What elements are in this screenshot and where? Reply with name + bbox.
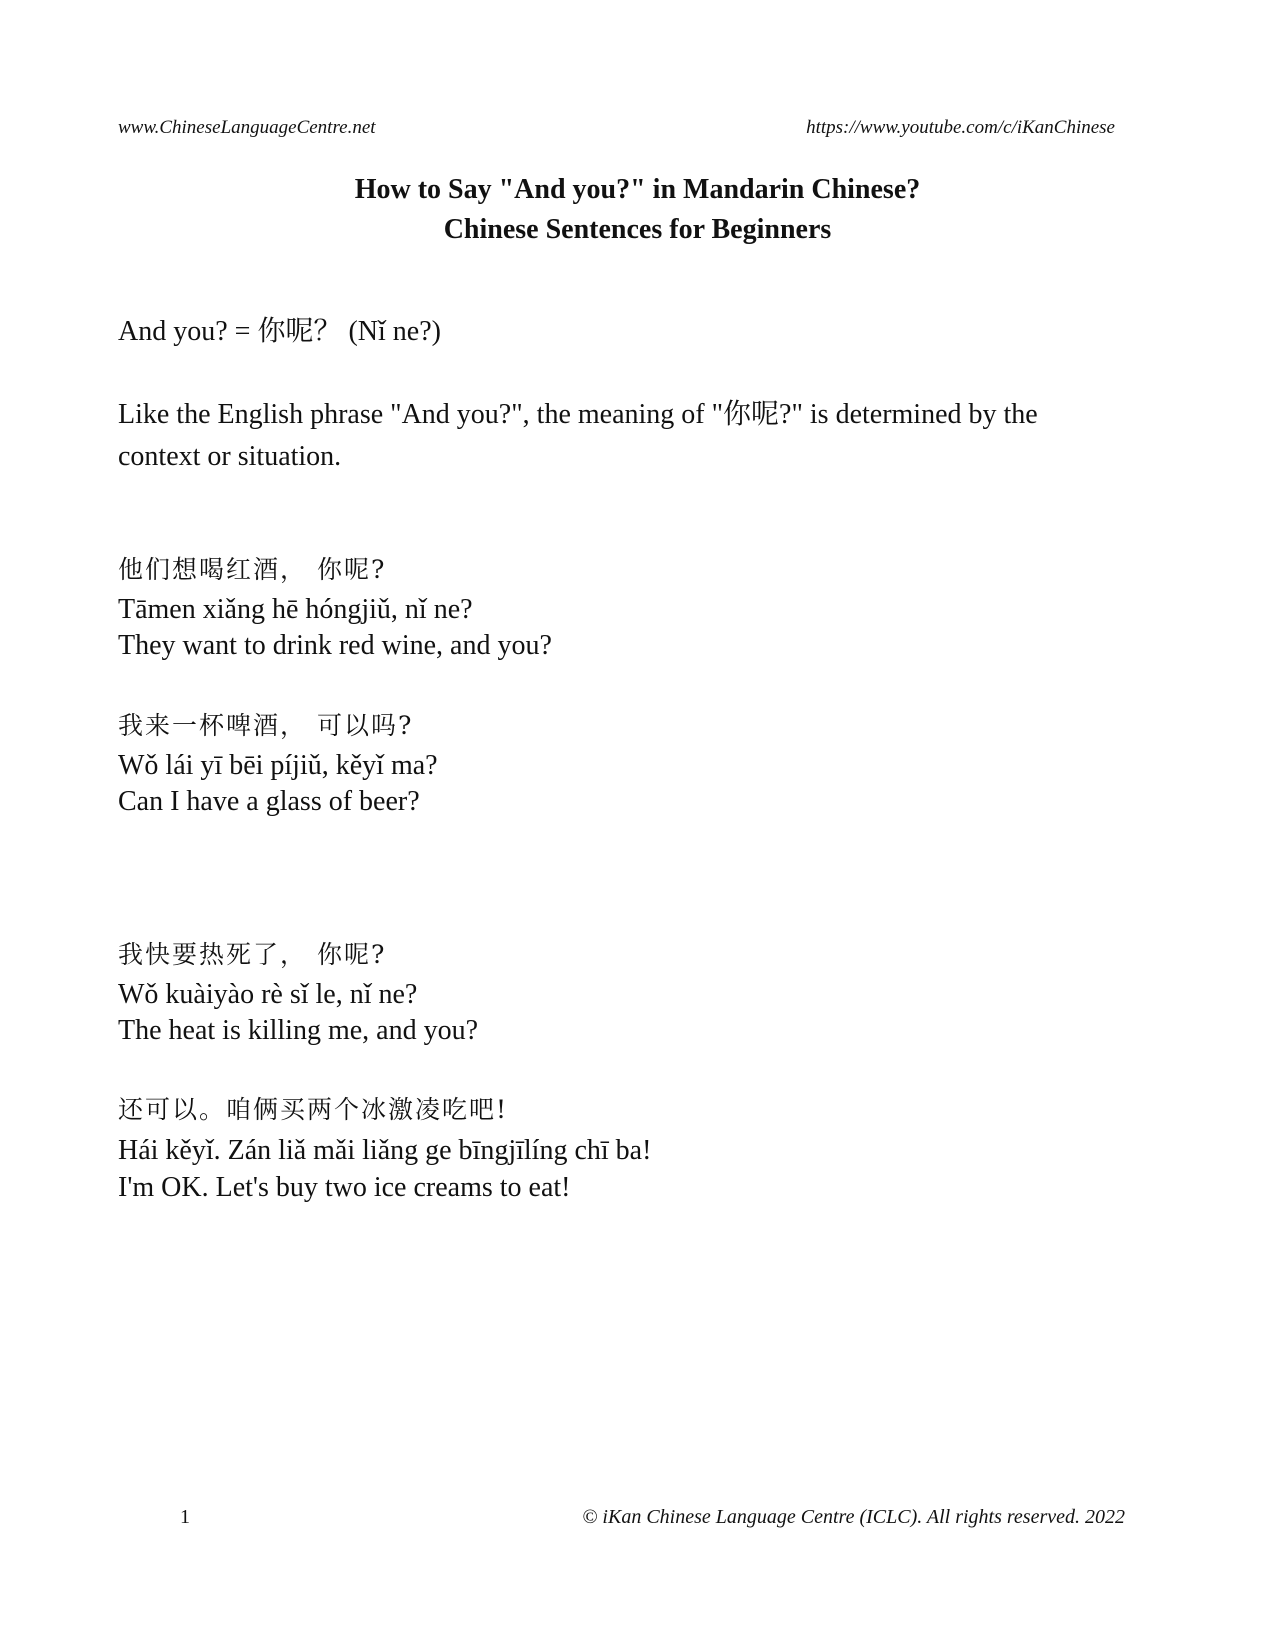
explanation-paragraph: Like the English phrase "And you?", the meaning of "你呢?" is determined by the context or situation. bbox=[118, 399, 1038, 472]
example-2-english: Can I have a glass of beer? bbox=[118, 786, 420, 817]
copyright-notice: © iKan Chinese Language Centre (ICLC). All rights reserved. 2022 bbox=[582, 1506, 1125, 1528]
header-website: www.ChineseLanguageCentre.net bbox=[118, 117, 376, 138]
title-line-2: Chinese Sentences for Beginners bbox=[443, 214, 832, 245]
example-1-pinyin: Tāmen xiǎng hē hóngjiǔ, nǐ ne? bbox=[118, 594, 473, 625]
example-3-pinyin: Wǒ kuàiyào rè sǐ le, nǐ ne? bbox=[118, 979, 418, 1010]
example-4-pinyin: Hái kěyǐ. Zán liǎ mǎi liǎng ge bīngjīlíng chī ba! bbox=[118, 1135, 652, 1166]
example-2-pinyin: Wǒ lái yī bēi píjiǔ, kěyǐ ma? bbox=[118, 750, 438, 781]
example-1-chinese: 他们想喝红酒， 你呢? bbox=[118, 555, 387, 584]
header-youtube-url: https://www.youtube.com/c/iKanChinese bbox=[806, 117, 1115, 138]
example-3-english: The heat is killing me, and you? bbox=[118, 1015, 479, 1046]
example-4-chinese: 还可以。咱俩买两个冰激凌吃吧! bbox=[118, 1095, 509, 1124]
page-title bbox=[0, 170, 1275, 250]
example-2-chinese: 我来一杯啤酒， 可以吗? bbox=[118, 711, 414, 740]
example-3-chinese: 我快要热死了， 你呢? bbox=[118, 940, 387, 969]
title-line-1: How to Say "And you?" in Mandarin Chinese? bbox=[354, 174, 921, 205]
example-1-english: They want to drink red wine, and you? bbox=[118, 630, 552, 661]
definition: And you? = 你呢？ (Nǐ ne?) bbox=[118, 316, 441, 347]
page-number: 1 bbox=[180, 1506, 190, 1528]
example-4-english: I'm OK. Let's buy two ice creams to eat! bbox=[118, 1172, 571, 1203]
